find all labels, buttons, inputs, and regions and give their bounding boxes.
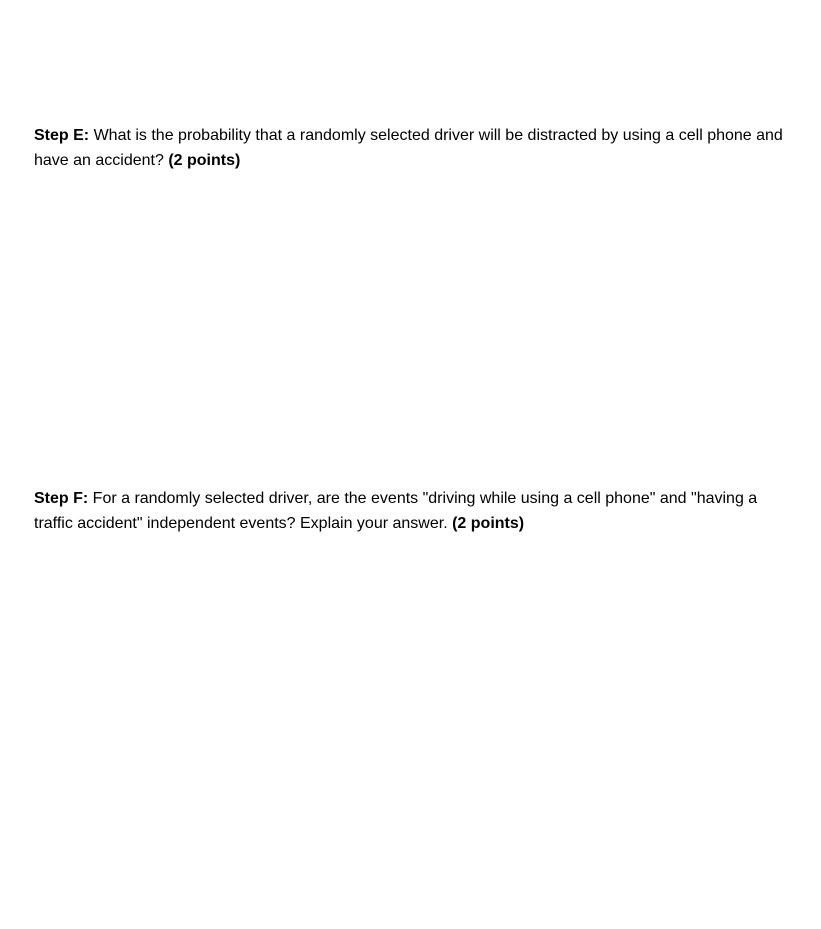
points-label: (2 points) xyxy=(168,152,241,169)
step-label: Step E: xyxy=(34,127,90,144)
question-text: For a randomly selected driver, are the events "driving while using a cell phone" and "having a traffic accident" independent events? Explain your answer. xyxy=(34,490,758,532)
step-label: Step F: xyxy=(34,490,89,507)
question-step-f xyxy=(34,486,794,536)
question-text: What is the probability that a randomly selected driver will be distracted by using a cell phone and have an accident? xyxy=(34,127,783,169)
points-label: (2 points) xyxy=(452,515,525,532)
question-step-e xyxy=(34,123,794,173)
